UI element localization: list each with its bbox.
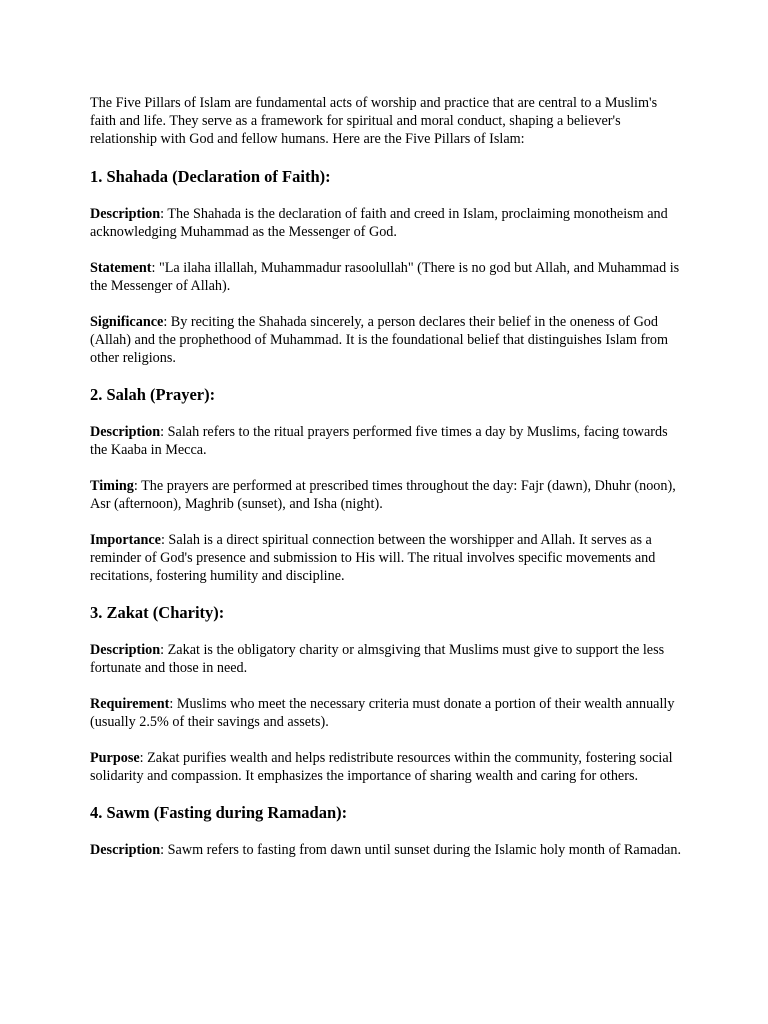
section-sawm bbox=[90, 803, 682, 859]
paragraph-importance bbox=[90, 531, 682, 585]
paragraph-text: : Muslims who meet the necessary criteria must donate a portion of their wealth annually (usually 2.5% of their savings and assets). bbox=[90, 696, 675, 730]
term-label: Requirement bbox=[90, 696, 170, 712]
term-label: Description bbox=[90, 842, 161, 858]
paragraph-requirement bbox=[90, 695, 682, 731]
section-heading: 3. Zakat (Charity): bbox=[90, 603, 225, 622]
term-label: Significance bbox=[90, 314, 164, 330]
paragraph-description bbox=[90, 423, 682, 459]
intro-paragraph: The Five Pillars of Islam are fundamental acts of worship and practice that are central to a Muslim's faith and life. They serve as a framework for spiritual and moral conduct, shaping a believer's relationship with God and fellow humans. Here are the Five Pillars of Islam: bbox=[90, 95, 658, 147]
section-heading: 4. Sawm (Fasting during Ramadan): bbox=[90, 803, 348, 822]
term-label: Timing bbox=[90, 478, 134, 494]
paragraph-description bbox=[90, 841, 682, 859]
paragraph-text: : The prayers are performed at prescribed times throughout the day: Fajr (dawn), Dhuhr (noon), Asr (afternoon), Maghrib (sunset), and Isha (night). bbox=[90, 478, 676, 512]
paragraph-text: : By reciting the Shahada sincerely, a person declares their belief in the oneness of God (Allah) and the prophethood of Muhammad. It is the foundational belief that distinguishes Islam from other religions. bbox=[90, 314, 669, 366]
paragraph-description bbox=[90, 205, 682, 241]
paragraph-text: : The Shahada is the declaration of faith and creed in Islam, proclaiming monotheism and acknowledging Muhammad as the Messenger of God. bbox=[90, 206, 668, 240]
document-body bbox=[90, 94, 682, 877]
section-zakat bbox=[90, 603, 682, 785]
paragraph-purpose bbox=[90, 749, 682, 785]
section-heading: 2. Salah (Prayer): bbox=[90, 385, 216, 404]
paragraph-timing bbox=[90, 477, 682, 513]
term-label: Description bbox=[90, 206, 161, 222]
paragraph-text: : "La ilaha illallah, Muhammadur rasoolullah" (There is no god but Allah, and Muhammad is the Messenger of Allah). bbox=[90, 260, 680, 294]
paragraph-statement bbox=[90, 259, 682, 295]
term-label: Description bbox=[90, 424, 161, 440]
paragraph-significance bbox=[90, 313, 682, 367]
paragraph-description bbox=[90, 641, 682, 677]
paragraph-text: : Zakat is the obligatory charity or almsgiving that Muslims must give to support the less fortunate and those in need. bbox=[90, 642, 665, 676]
term-label: Importance bbox=[90, 532, 161, 548]
term-label: Description bbox=[90, 642, 161, 658]
section-shahada bbox=[90, 167, 682, 367]
term-label: Purpose bbox=[90, 750, 140, 766]
paragraph-text: : Salah is a direct spiritual connection between the worshipper and Allah. It serves as a reminder of God's presence and submission to His will. The ritual involves specific movements and recitations, fostering humility and discipline. bbox=[90, 532, 656, 584]
paragraph-text: : Zakat purifies wealth and helps redistribute resources within the community, fostering social solidarity and compassion. It emphasizes the importance of sharing wealth and caring for others. bbox=[90, 750, 673, 784]
section-salah bbox=[90, 385, 682, 585]
section-heading: 1. Shahada (Declaration of Faith): bbox=[90, 167, 331, 186]
paragraph-text: : Sawm refers to fasting from dawn until sunset during the Islamic holy month of Ramadan. bbox=[160, 842, 682, 858]
paragraph-text: : Salah refers to the ritual prayers performed five times a day by Muslims, facing towards the Kaaba in Mecca. bbox=[90, 424, 668, 458]
term-label: Statement bbox=[90, 260, 152, 276]
